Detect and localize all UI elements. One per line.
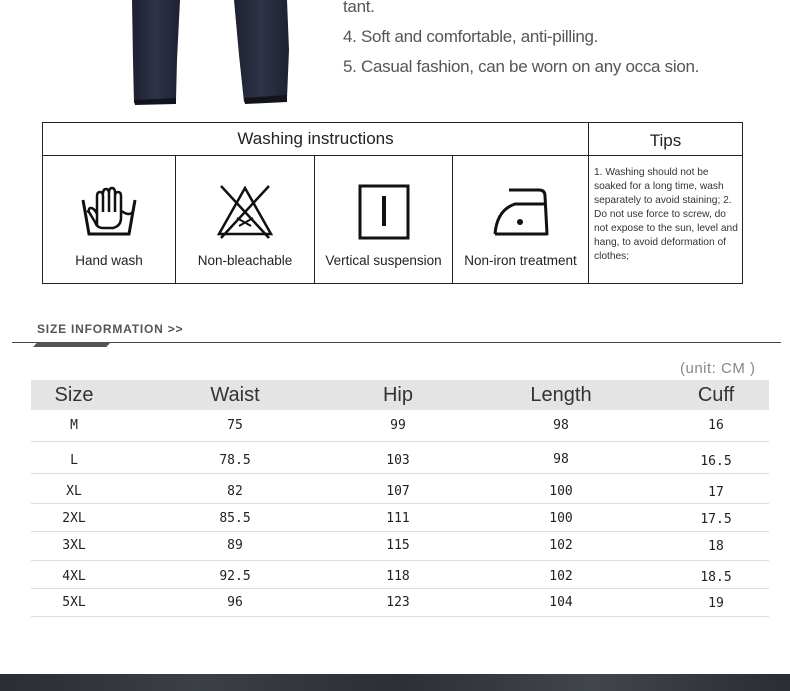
table-row xyxy=(31,442,769,474)
table-cell: XL xyxy=(66,484,82,499)
wash-cell-hand-wash xyxy=(43,156,176,283)
table-row xyxy=(31,561,769,589)
column-header: Size xyxy=(54,384,94,406)
table-row xyxy=(31,474,769,504)
washing-instructions-header: Washing instructions xyxy=(43,123,589,156)
vertical-suspension-icon xyxy=(352,182,416,242)
table-cell: 17 xyxy=(708,485,724,500)
product-preview xyxy=(0,0,790,115)
table-cell: 98 xyxy=(553,452,569,467)
column-header: Cuff xyxy=(697,384,735,406)
washing-instructions-table xyxy=(42,122,743,284)
feature-item: 4. Soft and comfortable, anti-pilling. xyxy=(343,27,599,46)
column-header: Waist xyxy=(210,384,260,406)
wash-cell-vertical-suspension xyxy=(315,156,453,283)
table-row xyxy=(31,410,769,442)
wash-label: Non-iron treatment xyxy=(464,253,577,268)
tips-header: Tips xyxy=(589,123,742,156)
wash-cell-non-bleachable xyxy=(176,156,315,283)
tips-text: 1. Washing should not be soaked for a long time, wash separately to avoid staining; 2. Do not use force to screw, do not expose to the sun, level and hang, to avoid deformation of clothes; xyxy=(594,167,738,262)
wash-cell-non-iron xyxy=(453,156,589,283)
size-table-header xyxy=(31,380,769,410)
table-cell: 16.5 xyxy=(700,454,732,469)
hand-wash-icon xyxy=(77,182,141,242)
table-cell: L xyxy=(70,453,78,468)
bottom-banner xyxy=(0,674,790,691)
table-cell: 98 xyxy=(553,418,569,433)
table-cell: 85.5 xyxy=(219,511,251,526)
table-cell: 2XL xyxy=(62,511,86,526)
iron-icon xyxy=(489,182,553,242)
feature-item: tant. xyxy=(343,0,375,16)
table-cell: 92.5 xyxy=(219,569,251,584)
table-cell: 96 xyxy=(227,595,243,610)
feature-item: 5. Casual fashion, can be worn on any occa sion. xyxy=(343,57,700,76)
heading-accent xyxy=(33,342,111,347)
table-cell: 123 xyxy=(386,595,410,610)
table-cell: 82 xyxy=(227,484,243,499)
size-table xyxy=(31,380,769,617)
unit-label: (unit: CM ) xyxy=(680,360,756,377)
table-cell: 3XL xyxy=(62,538,86,553)
table-cell: 102 xyxy=(549,538,573,553)
table-cell: 75 xyxy=(227,418,243,433)
feature-list xyxy=(343,0,783,82)
table-cell: 102 xyxy=(549,569,573,584)
table-cell: 99 xyxy=(390,418,406,433)
table-row xyxy=(31,532,769,561)
table-cell: 107 xyxy=(386,484,410,499)
table-cell: 16 xyxy=(708,418,724,433)
table-cell: 111 xyxy=(386,511,410,526)
table-cell: 78.5 xyxy=(219,453,251,468)
table-cell: 115 xyxy=(386,538,410,553)
table-cell: 17.5 xyxy=(700,512,732,527)
table-cell: M xyxy=(70,418,78,433)
table-cell: 89 xyxy=(227,538,243,553)
table-cell: 104 xyxy=(549,595,573,610)
table-cell: 5XL xyxy=(62,595,86,610)
no-bleach-icon xyxy=(213,182,277,242)
divider xyxy=(12,342,781,343)
wash-label: Non-bleachable xyxy=(197,253,293,268)
table-cell: 100 xyxy=(549,511,573,526)
size-information-heading: SIZE INFORMATION >> xyxy=(37,322,184,336)
table-cell: 4XL xyxy=(62,569,86,584)
table-cell: 19 xyxy=(708,596,724,611)
wash-label: Hand wash xyxy=(75,253,143,268)
column-header: Hip xyxy=(382,384,414,406)
table-cell: 103 xyxy=(386,453,410,468)
table-cell: 118 xyxy=(386,569,410,584)
table-cell: 100 xyxy=(549,484,573,499)
column-header: Length xyxy=(530,384,592,406)
table-cell: 18 xyxy=(708,539,724,554)
table-cell: 18.5 xyxy=(700,570,732,585)
table-row xyxy=(31,504,769,532)
pants-photo xyxy=(0,0,300,110)
wash-label: Vertical suspension xyxy=(325,253,442,268)
table-row xyxy=(31,589,769,617)
